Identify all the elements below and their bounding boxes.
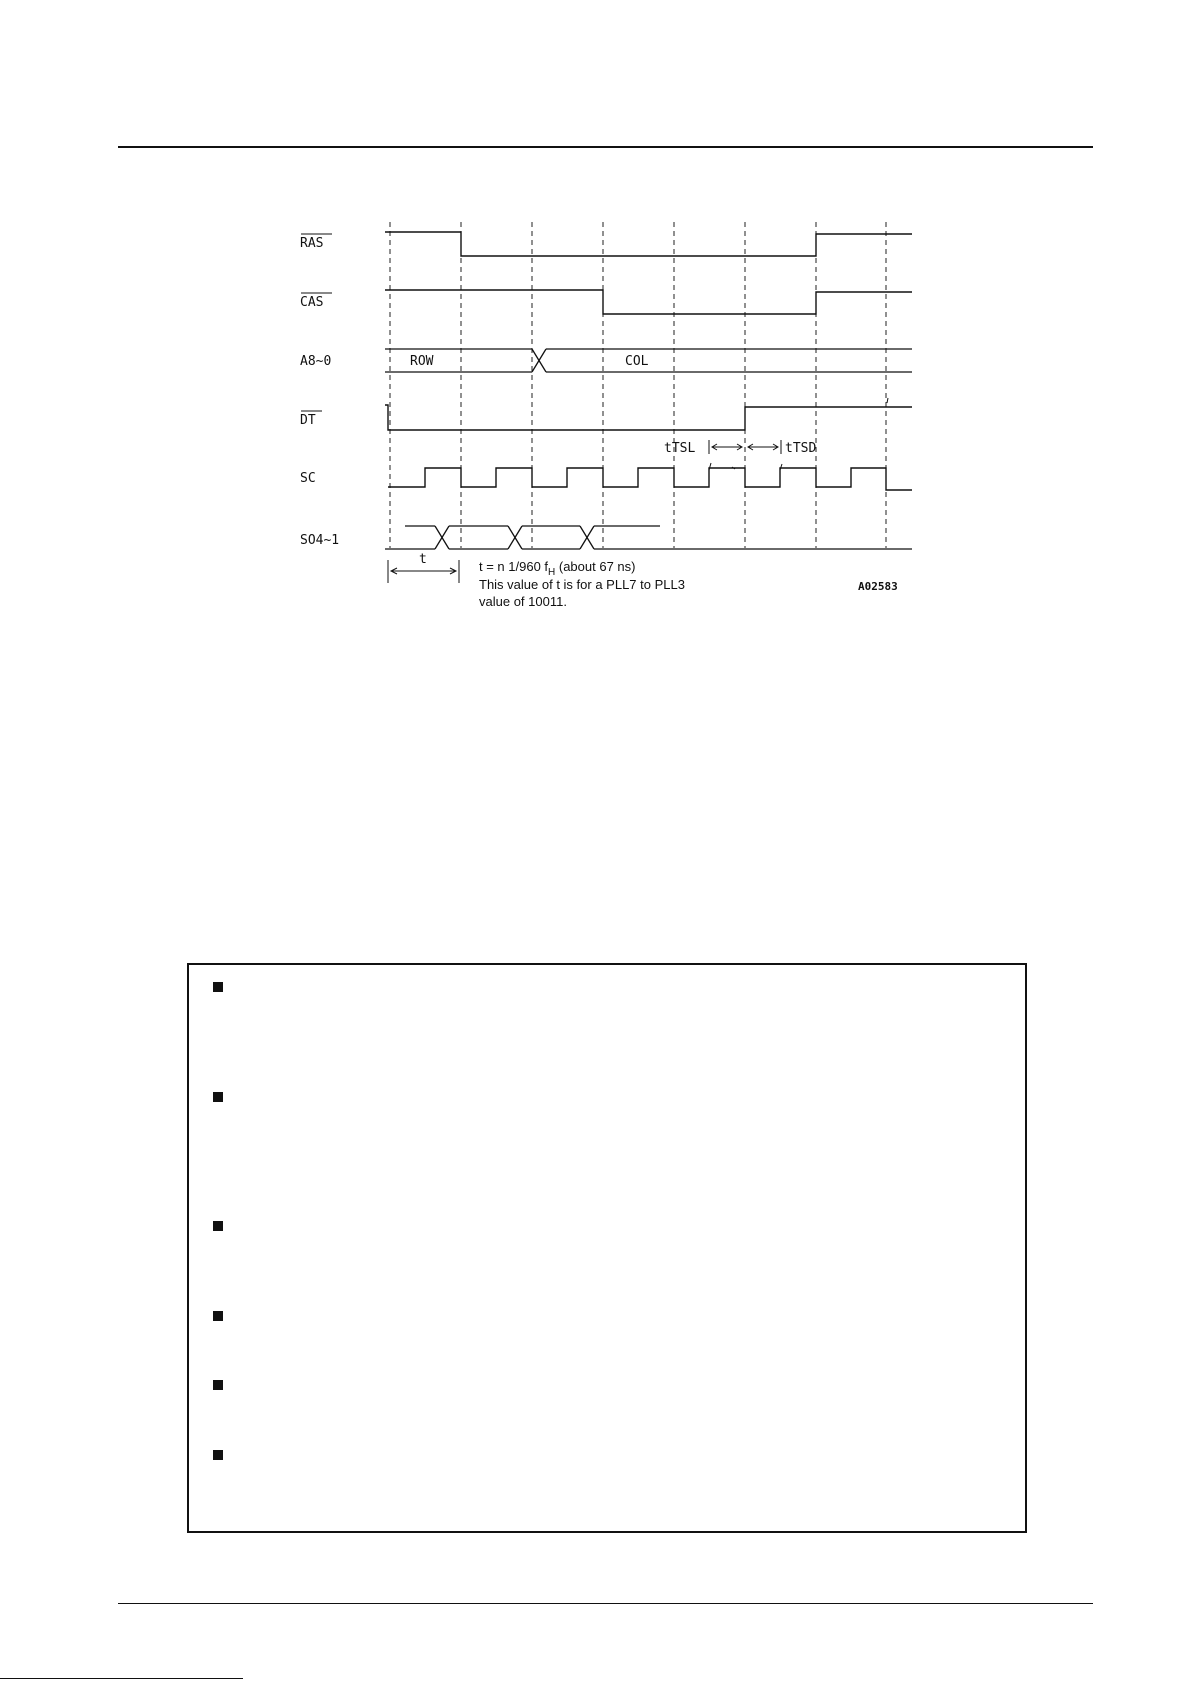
dt-glitch-mark [887, 398, 888, 403]
dt-label: DT [300, 413, 316, 428]
bullet-list-box [187, 963, 1027, 1533]
sc-label: SC [300, 471, 316, 486]
address-col-label: COL [625, 354, 649, 369]
note-line-2: This value of t is for a PLL7 to PLL3 [479, 577, 685, 592]
footer-rule [118, 1603, 1093, 1604]
address-bus [385, 349, 912, 372]
timing-gridlines [390, 222, 886, 548]
address-label: A8~0 [300, 354, 332, 369]
bullet-marker [213, 1221, 223, 1231]
so-label: SO4~1 [300, 533, 340, 548]
bullet-marker [213, 1450, 223, 1460]
sc-tick-mark-3 [780, 464, 782, 470]
note-line-1: t = n 1/960 $f_H$ (about 67 ns) [479, 559, 636, 578]
cas-waveform [385, 290, 912, 314]
timing-diagram [0, 0, 1191, 640]
ttsd-label: tTSD [785, 441, 817, 456]
sc-waveform [388, 468, 912, 490]
cas-label: CAS [300, 295, 324, 310]
t-label: t [419, 552, 427, 567]
ras-waveform [385, 232, 912, 256]
bullet-marker [213, 1380, 223, 1390]
so-bus [385, 526, 912, 549]
bullet-marker [213, 982, 223, 992]
figure-code: A02583 [858, 580, 898, 593]
ttsl-label: tTSL [664, 441, 696, 456]
bullet-marker [213, 1311, 223, 1321]
note-line-3: value of 10011. [479, 594, 567, 609]
dt-waveform [385, 405, 912, 430]
ras-label: RAS [300, 236, 324, 251]
page-edge-rule [0, 1678, 243, 1679]
address-row-label: ROW [410, 354, 434, 369]
bullet-marker [213, 1092, 223, 1102]
sc-tick-mark-1 [709, 463, 711, 470]
